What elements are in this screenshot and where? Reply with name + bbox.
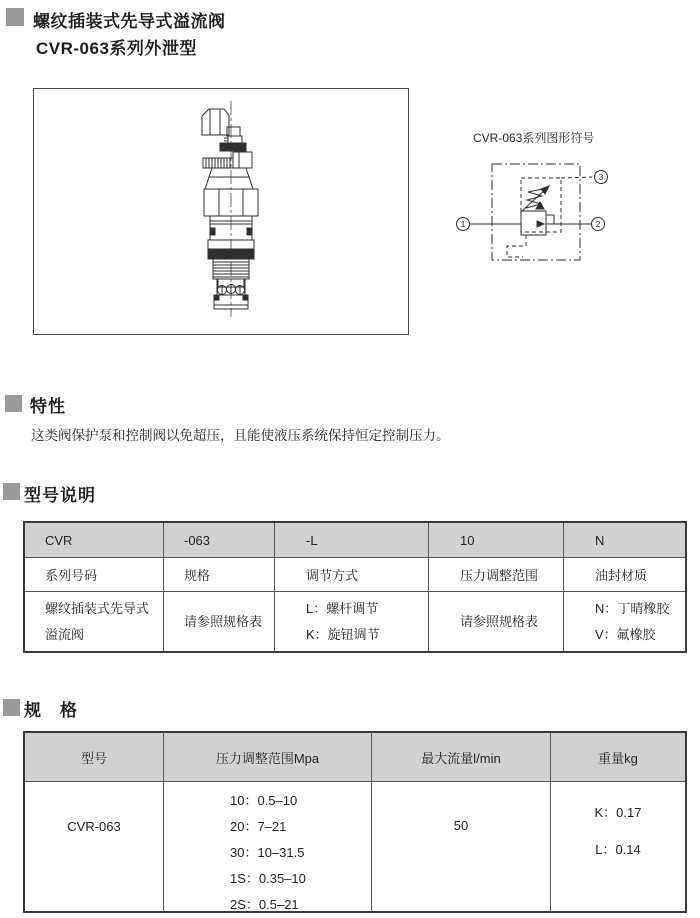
- spec-pressure-cell: [164, 782, 372, 911]
- model-detail-line: L：螺杆调节: [306, 600, 379, 616]
- port-2-label: 2: [591, 217, 605, 231]
- spec-weight-cell: [551, 782, 685, 911]
- pressure-range-line: 10：0.5–10: [230, 793, 298, 808]
- model-detail-line: 请参照规格表: [184, 613, 263, 629]
- spec-header-pressure: 压力调整范围Mpa: [164, 733, 372, 782]
- model-detail-line: V：氟橡胶: [595, 626, 656, 642]
- title-bullet-icon: [6, 8, 24, 26]
- spec-model-cell: CVR-063: [25, 782, 164, 911]
- features-body: 这类阀保护泵和控制阀以免超压，且能使液压系统保持恒定控制压力。: [31, 428, 450, 443]
- page-subtitle: CVR-063系列外泄型: [36, 39, 197, 58]
- model-code-table: [23, 521, 687, 653]
- spec-table: [23, 731, 687, 913]
- port-3-label: 3: [594, 170, 608, 184]
- model-detail-line: 溢流阀: [45, 626, 85, 642]
- spec-header-model: 型号: [25, 733, 164, 782]
- model-label-cell: 调节方式: [275, 558, 429, 592]
- model-heading: 型号说明: [24, 486, 96, 505]
- symbol-svg: [440, 153, 660, 288]
- model-label-cell: 油封材质: [564, 558, 685, 592]
- model-detail-line: 螺纹插装式先导式: [45, 600, 150, 616]
- symbol-diagram: [440, 153, 660, 288]
- model-code-cell: N: [564, 523, 685, 558]
- weight-line: K：0.17: [594, 805, 642, 820]
- pressure-range-line: 20：7–21: [230, 819, 287, 834]
- model-label-cell: 压力调整范围: [429, 558, 564, 592]
- symbol-caption: CVR-063系列图形符号: [473, 131, 595, 145]
- spec-bullet-icon: [3, 699, 20, 716]
- features-heading: 特性: [30, 397, 66, 416]
- model-code-cell: 10: [429, 523, 564, 558]
- spec-flow-cell: 50: [372, 782, 551, 911]
- model-detail-cell: [25, 592, 164, 651]
- model-detail-cell: [164, 592, 275, 651]
- model-detail-line: K：旋钮调节: [306, 626, 380, 642]
- spec-header-weight: 重量kg: [551, 733, 685, 782]
- model-label-cell: 系列号码: [25, 558, 164, 592]
- page-title: 螺纹插装式先导式溢流阀: [33, 12, 226, 31]
- features-bullet-icon: [5, 395, 22, 412]
- pressure-range-line: 1S：0.35–10: [230, 871, 306, 886]
- model-code-cell: -063: [164, 523, 275, 558]
- port-1-label: 1: [456, 217, 470, 231]
- model-code-cell: -L: [275, 523, 429, 558]
- model-bullet-icon: [3, 483, 20, 500]
- valve-figure-frame: [33, 88, 409, 335]
- model-detail-line: 请参照规格表: [460, 613, 539, 629]
- model-detail-line: N：丁晴橡胶: [595, 600, 670, 616]
- pressure-range-line: 30：10–31.5: [230, 845, 305, 860]
- pressure-range-line: 2S：0.5–21: [230, 897, 299, 912]
- spec-header-flow: 最大流量l/min: [372, 733, 551, 782]
- model-label-cell: 规格: [164, 558, 275, 592]
- model-code-cell: CVR: [25, 523, 164, 558]
- model-detail-cell: [275, 592, 429, 651]
- valve-drawing: [34, 89, 408, 334]
- weight-line: L：0.14: [595, 842, 641, 857]
- spec-heading: 规 格: [24, 701, 78, 720]
- model-detail-cell: [429, 592, 564, 651]
- model-detail-cell: [564, 592, 685, 651]
